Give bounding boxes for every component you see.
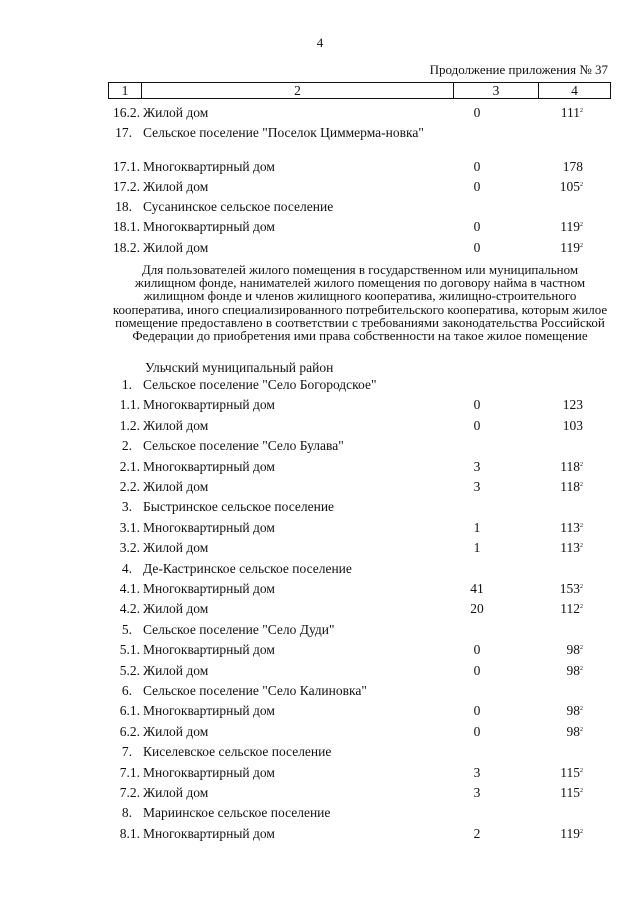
- row-name: Жилой дом: [143, 601, 209, 617]
- row-number: 16.2.: [113, 105, 140, 120]
- row-col-3: 3: [473, 785, 481, 800]
- row-name: Мариинское сельское поселение: [143, 805, 331, 821]
- row-col-3: 0: [473, 159, 481, 174]
- row-col-3: 3: [473, 764, 481, 780]
- row-col-3: 0: [473, 417, 481, 433]
- table-row: [0, 743, 640, 761]
- table-row: [0, 158, 640, 176]
- row-col-3: 1: [473, 519, 481, 535]
- row-col-4-superscript: 2: [580, 461, 583, 468]
- row-number: 5.: [121, 621, 132, 637]
- category-note: Для пользователей жилого помещения в государственном или муниципальном жилищном фонде, нанимателей жилого помещения по договору найма в частном жилищном фонде и членов жилищного кооператива, жилищно-строительного кооператива, иного специализированного потребительского кооператива, которым жилое помещение предоставлено в соответствии с требованиями законодательства Российской Федерации до приобретения ими права собственности на такое жилое помещение: [112, 262, 608, 344]
- table-row: [0, 218, 640, 236]
- row-col-4: $113^2$: [560, 540, 583, 556]
- page-number: 4: [316, 35, 324, 50]
- row-number: 7.1.: [119, 764, 140, 780]
- row-number: 6.: [121, 683, 132, 698]
- table-row: [0, 498, 640, 516]
- row-name: Сельское поселение "Село Калиновка": [143, 683, 367, 698]
- row-name: Жилой дом: [143, 479, 209, 494]
- row-col-4: $118^2$: [560, 458, 583, 474]
- row-number: 8.: [121, 805, 132, 821]
- row-col-4: 178: [562, 159, 583, 174]
- row-name: Многоквартирный дом: [143, 581, 275, 596]
- row-col-4: $115^2$: [560, 764, 583, 780]
- row-name: Многоквартирный дом: [143, 764, 275, 780]
- row-number: 4.1.: [119, 581, 140, 596]
- header-col-4: 4: [571, 83, 578, 98]
- row-col-4: 103: [562, 417, 583, 433]
- row-col-4: $113^2$: [560, 519, 583, 535]
- row-name: Жилой дом: [143, 723, 209, 739]
- row-col-3: 1: [473, 540, 481, 556]
- row-col-3: 20: [470, 601, 484, 617]
- row-number: 17.1.: [113, 159, 140, 174]
- row-number: 1.: [121, 377, 132, 392]
- table-row: [0, 682, 640, 700]
- table-row: [0, 702, 640, 720]
- table-row: [0, 825, 640, 843]
- table-row: [0, 621, 640, 639]
- row-number: 4.2.: [119, 601, 140, 617]
- row-col-4: $105^2$: [559, 179, 583, 194]
- row-col-4-superscript: 2: [580, 182, 583, 188]
- row-col-4: $98^2$: [566, 642, 583, 658]
- row-col-4-superscript: 2: [580, 243, 583, 249]
- table-row: [0, 784, 640, 802]
- row-number: 5.2.: [119, 662, 140, 678]
- table-row: [0, 600, 640, 618]
- table-row: [0, 804, 640, 822]
- row-name: Сусанинское сельское поселение: [143, 199, 334, 214]
- row-col-3: 3: [473, 458, 481, 474]
- row-name: Многоквартирный дом: [143, 519, 275, 535]
- district-title: Ульчский муниципальный район: [145, 360, 334, 375]
- table-row: [0, 396, 640, 414]
- row-number: 7.2.: [119, 785, 140, 800]
- row-number: 3.: [121, 499, 132, 515]
- row-name: Многоквартирный дом: [143, 703, 275, 719]
- table-row: [0, 662, 640, 680]
- row-col-3: 3: [473, 479, 481, 494]
- table-row: [0, 178, 640, 196]
- header-col-2: 2: [142, 83, 454, 98]
- row-col-4: $98^2$: [566, 662, 583, 678]
- row-col-4-superscript: 2: [580, 726, 583, 733]
- row-number: 18.2.: [113, 240, 140, 255]
- table-row: [0, 376, 640, 394]
- row-col-4-superscript: 2: [580, 828, 583, 835]
- row-name: Жилой дом: [143, 179, 209, 194]
- row-name: Сельское поселение "Поселок Циммерма-новка": [143, 125, 424, 140]
- row-col-3: 0: [473, 219, 481, 234]
- row-col-4: $118^2$: [560, 479, 583, 494]
- table-row: [0, 478, 640, 496]
- row-col-4-superscript: 2: [580, 584, 583, 590]
- row-name: Многоквартирный дом: [143, 642, 275, 658]
- row-number: 3.1.: [119, 519, 140, 535]
- row-col-4-superscript: 2: [580, 645, 583, 652]
- row-col-4-superscript: 2: [580, 108, 583, 114]
- row-number: 3.2.: [119, 540, 140, 556]
- table-row: [0, 539, 640, 557]
- row-number: 1.1.: [119, 397, 140, 413]
- row-col-4-superscript: 2: [580, 706, 583, 713]
- row-number: 7.: [121, 744, 132, 760]
- row-col-3: 0: [473, 240, 481, 255]
- row-col-3: 41: [470, 581, 484, 596]
- row-col-4-superscript: 2: [580, 522, 583, 529]
- row-col-3: 0: [473, 662, 481, 678]
- row-number: 1.2.: [119, 417, 140, 433]
- row-col-4: $119^2$: [560, 825, 583, 841]
- table-header: [108, 82, 611, 99]
- row-col-4-superscript: 2: [580, 222, 583, 228]
- row-col-4-superscript: 2: [580, 767, 583, 774]
- row-number: 17.2.: [113, 179, 140, 194]
- header-col-1: 1: [109, 83, 142, 98]
- row-number: 18.: [115, 199, 132, 214]
- row-name: Жилой дом: [143, 785, 209, 800]
- row-col-3: 0: [473, 105, 481, 120]
- row-name: Многоквартирный дом: [143, 159, 275, 174]
- row-name: Сельское поселение "Село Дуди": [143, 621, 335, 637]
- row-name: Многоквартирный дом: [143, 397, 275, 413]
- row-name: Многоквартирный дом: [143, 219, 275, 234]
- row-number: 6.2.: [119, 723, 140, 739]
- row-col-4: $115^2$: [560, 785, 583, 800]
- table-row: [0, 519, 640, 537]
- row-col-4: $98^2$: [566, 723, 583, 739]
- table-row: [0, 723, 640, 741]
- row-col-3: 0: [473, 723, 481, 739]
- row-col-4-superscript: 2: [580, 665, 583, 672]
- row-col-4-superscript: 2: [580, 482, 583, 488]
- header-col-3: 3: [454, 83, 539, 98]
- row-number: 6.1.: [119, 703, 140, 719]
- table-row: [0, 458, 640, 476]
- table-row: [0, 580, 640, 598]
- table-row: [0, 239, 640, 257]
- row-number: 4.: [121, 560, 132, 576]
- table-row: [0, 437, 640, 455]
- row-name: Многоквартирный дом: [143, 458, 275, 474]
- row-number: 5.1.: [119, 642, 140, 658]
- row-name: Сельское поселение "Село Булава": [143, 438, 344, 454]
- row-col-4: $153^2$: [559, 581, 583, 596]
- table-row: [0, 104, 640, 122]
- row-number: 17.: [115, 125, 132, 140]
- table-row: [0, 417, 640, 435]
- row-col-4-superscript: 2: [580, 788, 583, 794]
- row-col-4: $112^2$: [560, 601, 583, 617]
- row-col-4: 123: [562, 397, 583, 413]
- row-number: 2.: [121, 438, 132, 454]
- continuation-label: Продолжение приложения № 37: [429, 62, 608, 77]
- row-col-4: $98^2$: [566, 703, 583, 719]
- table-row: [0, 560, 640, 578]
- row-name: Жилой дом: [143, 417, 209, 433]
- row-name: Жилой дом: [143, 662, 209, 678]
- row-number: 2.2.: [119, 479, 140, 494]
- row-col-4: $119^2$: [560, 219, 583, 234]
- table-row: [0, 764, 640, 782]
- row-col-4: $111^2$: [560, 105, 583, 120]
- row-number: 8.1.: [119, 825, 140, 841]
- row-number: 18.1.: [113, 219, 140, 234]
- row-col-3: 0: [473, 179, 481, 194]
- row-number: 2.1.: [119, 458, 140, 474]
- row-name: Жилой дом: [143, 240, 209, 255]
- row-col-4-superscript: 2: [580, 543, 583, 550]
- row-name: Киселевское сельское поселение: [143, 744, 332, 760]
- row-name: Жилой дом: [143, 105, 209, 120]
- row-col-4: $119^2$: [560, 240, 583, 255]
- table-row: [0, 198, 640, 216]
- row-col-3: 2: [473, 825, 481, 841]
- row-col-3: 0: [473, 642, 481, 658]
- row-name: Быстринское сельское поселение: [143, 499, 335, 515]
- row-col-3: 0: [473, 397, 481, 413]
- row-col-4-superscript: 2: [580, 604, 583, 611]
- row-name: Де-Кастринское сельское поселение: [143, 560, 352, 576]
- table-row: [0, 124, 640, 142]
- row-name: Жилой дом: [143, 540, 209, 556]
- table-row: [0, 641, 640, 659]
- row-name: Многоквартирный дом: [143, 825, 275, 841]
- row-col-3: 0: [473, 703, 481, 719]
- row-name: Сельское поселение "Село Богородское": [143, 377, 377, 392]
